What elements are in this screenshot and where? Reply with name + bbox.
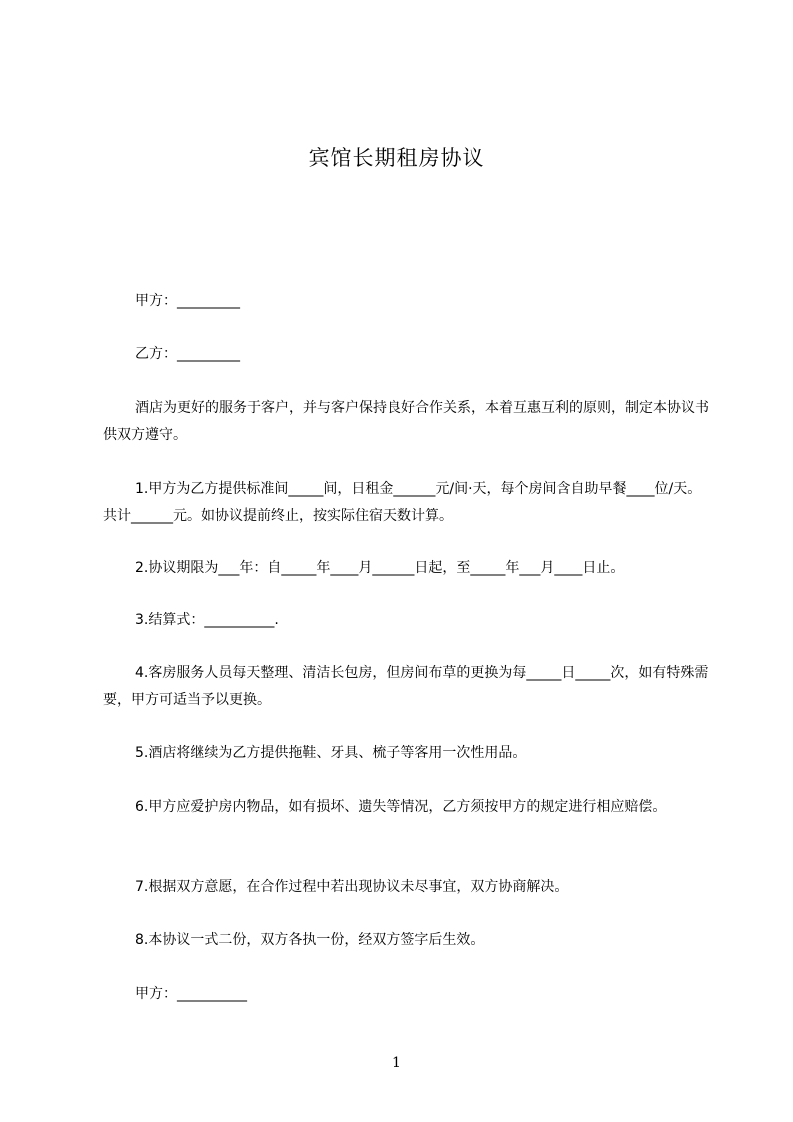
party-b-field: 乙方：_________ bbox=[135, 346, 240, 362]
clause-6: 6.甲方应爱护房内物品，如有损坏、遗失等情况，乙方须按甲方的规定进行相应赔偿。 bbox=[135, 799, 667, 815]
clause-2: 2.协议期限为___年：自_____年____月______日起，至_____年___月____日止。 bbox=[135, 560, 625, 576]
clause-1: 1.甲方为乙方提供标准间_____间，日租金______元/间·天，每个房间含自助早餐____位/天。共计______元。如协议提前终止，按实际住宿天数计算。 bbox=[103, 481, 702, 524]
page-number: 1 bbox=[392, 1055, 401, 1071]
document-title: 宾馆长期租房协议 bbox=[308, 146, 485, 170]
intro-paragraph: 酒店为更好的服务于客户，并与客户保持良好合作关系，本着互惠互利的原则，制定本协议书供双方遵守。 bbox=[103, 400, 709, 443]
clause-7: 7.根据双方意愿，在合作过程中若出现协议未尽事宜，双方协商解决。 bbox=[135, 879, 569, 895]
clause-3: 3.结算式：__________. bbox=[135, 612, 279, 628]
clause-4: 4.客房服务人员每天整理、清洁长包房，但房间布草的更换为每_____日_____次，如有特殊需要，甲方可适当予以更换。 bbox=[103, 665, 709, 708]
party-a-field: 甲方：_________ bbox=[135, 293, 240, 309]
clause-8: 8.本协议一式二份，双方各执一份，经双方签字后生效。 bbox=[135, 932, 485, 948]
clause-5: 5.酒店将继续为乙方提供拖鞋、牙具、梳子等客用一次性用品。 bbox=[135, 745, 527, 761]
signature-party-a: 甲方：__________ bbox=[135, 986, 247, 1002]
